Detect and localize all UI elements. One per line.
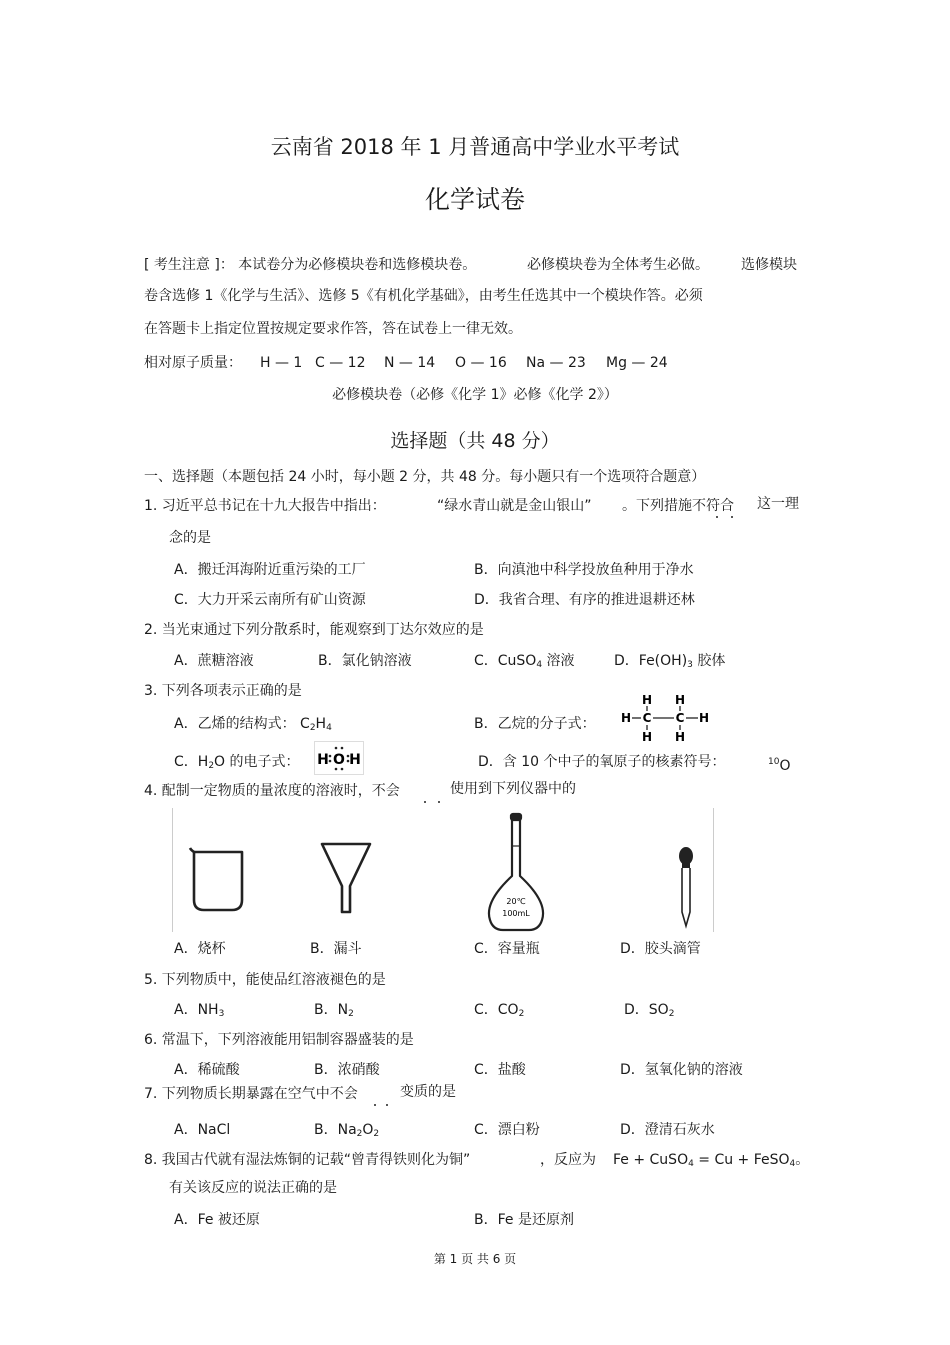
q4-stem-a: 4. 配制一定物质的量浓度的溶液时，不会 [144,783,400,799]
atomic-mass-mg: Mg — 24 [606,355,668,371]
notice-line3: 在答题卡上指定位置按规定要求作答，答在试卷上一律无效。 [144,321,522,337]
exam-title: 云南省 2018 年 1 月普通高中学业水平考试 [270,135,680,159]
emphasis-dot [374,1104,376,1106]
q6-option-b: B．浓硝酸 [314,1062,380,1078]
q4-option-d: D．胶头滴管 [620,941,701,957]
q2-option-a: A．蔗糖溶液 [174,653,254,669]
beaker-icon [190,848,242,910]
emphasis-dot [716,516,718,518]
q1-stem-quote: “绿水青山就是金山银山” [437,498,592,514]
q5-option-a: A．$NH_3$ [174,1002,225,1019]
q1-option-b: B．向滇池中科学投放鱼种用于净水 [474,562,694,578]
q7-option-a: A．NaCl [174,1122,231,1138]
ethane-h: H [674,730,686,744]
notice-line1a: [ 考生注意 ]： 本试卷分为必修模块卷和选修模块卷。 [144,257,477,273]
q4-stem-b: 使用到下列仪器中的 [450,781,576,797]
ethane-c: C [642,711,652,725]
atomic-mass-o: O — 16 [455,355,507,371]
q8-stem-a: 8. 我国古代就有湿法炼铜的记载“曾青得铁则化为铜” [144,1152,471,1168]
q6-option-d: D．氢氧化钠的溶液 [620,1062,743,1078]
q3-option-d: D．含 10 个中子的氧原子的核素符号： [478,754,726,770]
notice-line2: 卷含选修 1《化学与生活》、选修 5《有机化学基础》，由考生任选其中一个模块作答。必须 [144,288,703,304]
q3-option-a: A．乙烯的结构式： $C_2H_4$ [174,716,332,733]
dropper-icon [679,847,693,926]
emphasis-dot [731,516,733,518]
q1-option-d: D．我省合理、有序的推进退耕还林 [474,592,695,608]
ethane-h: H [641,730,653,744]
q1-stem-cont: 念的是 [169,530,211,546]
q7-option-d: D．澄清石灰水 [620,1122,715,1138]
ethane-h: H [698,711,710,725]
ethane-h: H [674,693,686,707]
q8-stem-b: ，反应为 [540,1152,596,1168]
water-lewis-structure [314,741,364,775]
q2-option-b: B．氯化钠溶液 [318,653,412,669]
q1-stem-a: 1. 习近平总书记在十九大报告中指出： [144,498,386,514]
flask-temperature-label: 20℃ [506,897,526,906]
q2-stem: 2. 当光束通过下列分散系时，能观察到丁达尔效应的是 [144,622,484,638]
ethane-c: C [675,711,685,725]
oxygen-nuclide-symbol: $^{10}$O [768,757,791,774]
atomic-mass-c: C — 12 [315,355,366,371]
q3-option-c: C．$H_2O$ 的电子式： [174,754,300,771]
q7-stem-a: 7. 下列物质长期暴露在空气中不会 [144,1086,358,1102]
q3-stem: 3. 下列各项表示正确的是 [144,683,302,699]
ethane-h: H [641,693,653,707]
q1-stem-b: 。下列措施不符合 [622,498,734,514]
q8-equation: Fe + CuSO$_4$ = Cu + FeSO$_4$。 [613,1152,810,1169]
q7-option-c: C．漂白粉 [474,1122,540,1138]
q7-stem-b: 变质的是 [400,1084,456,1100]
emphasis-dot [424,801,426,803]
q4-option-a: A．烧杯 [174,941,226,957]
q2-option-d: D．$Fe(OH)_3$ 胶体 [614,653,726,670]
ethane-structural-formula [616,687,716,747]
q8-option-b: B．Fe 是还原剂 [474,1212,574,1228]
q1-stem-c: 这一理 [757,496,799,512]
q2-option-c: C．CuSO$_4$ 溶液 [474,653,575,670]
notice-line1c: 选修模块 [741,257,797,273]
q5-stem: 5. 下列物质中，能使品红溶液褪色的是 [144,972,386,988]
emphasis-dot [438,801,440,803]
notice-line1b: 必修模块卷为全体考生必做。 [527,257,709,273]
lewis-h: H [349,752,361,768]
emphasis-dot [386,1104,388,1106]
q4-option-b: B．漏斗 [310,941,362,957]
q6-option-c: C．盐酸 [474,1062,526,1078]
apparatus-figure [172,808,714,932]
flask-volume-label: 100mL [502,909,530,918]
funnel-icon [322,844,370,912]
q6-stem: 6. 常温下，下列溶液能用铝制容器盛装的是 [144,1032,414,1048]
q5-option-b: B．$N_2$ [314,1002,354,1019]
atomic-mass-n: N — 14 [384,355,436,371]
q7-option-b: B．$Na_2O_2$ [314,1122,380,1139]
q8-stem-cont: 有关该反应的说法正确的是 [169,1180,337,1196]
section-instructions: 一、选择题（本题包括 24 小时，每小题 2 分，共 48 分。每小题只有一个选项符合题意） [144,469,706,485]
q1-option-a: A．搬迁洱海附近重污染的工厂 [174,562,366,578]
ethane-h: H [620,711,632,725]
lewis-h: H [317,752,329,768]
page-footer: 第 1 页 共 6 页 [433,1252,517,1266]
q5-option-d: D．$SO_2$ [624,1002,675,1019]
q6-option-a: A．稀硫酸 [174,1062,240,1078]
q1-option-c: C．大力开采云南所有矿山资源 [174,592,366,608]
q5-option-c: C．$CO_2$ [474,1002,525,1019]
q8-option-a: A．Fe 被还原 [174,1212,260,1228]
paper-title: 化学试卷 [424,185,525,214]
section-title: 选择题（共 48 分） [390,430,560,452]
atomic-mass-label: 相对原子质量： [144,355,242,371]
atomic-mass-na: Na — 23 [526,355,586,371]
module-title: 必修模块卷（必修《化学 1》必修《化学 2》） [332,387,618,403]
atomic-mass-h: H — 1 [260,355,303,371]
q4-option-c: C．容量瓶 [474,941,540,957]
lewis-o: O [333,752,345,768]
q3-option-b: B．乙烷的分子式： [474,716,596,732]
